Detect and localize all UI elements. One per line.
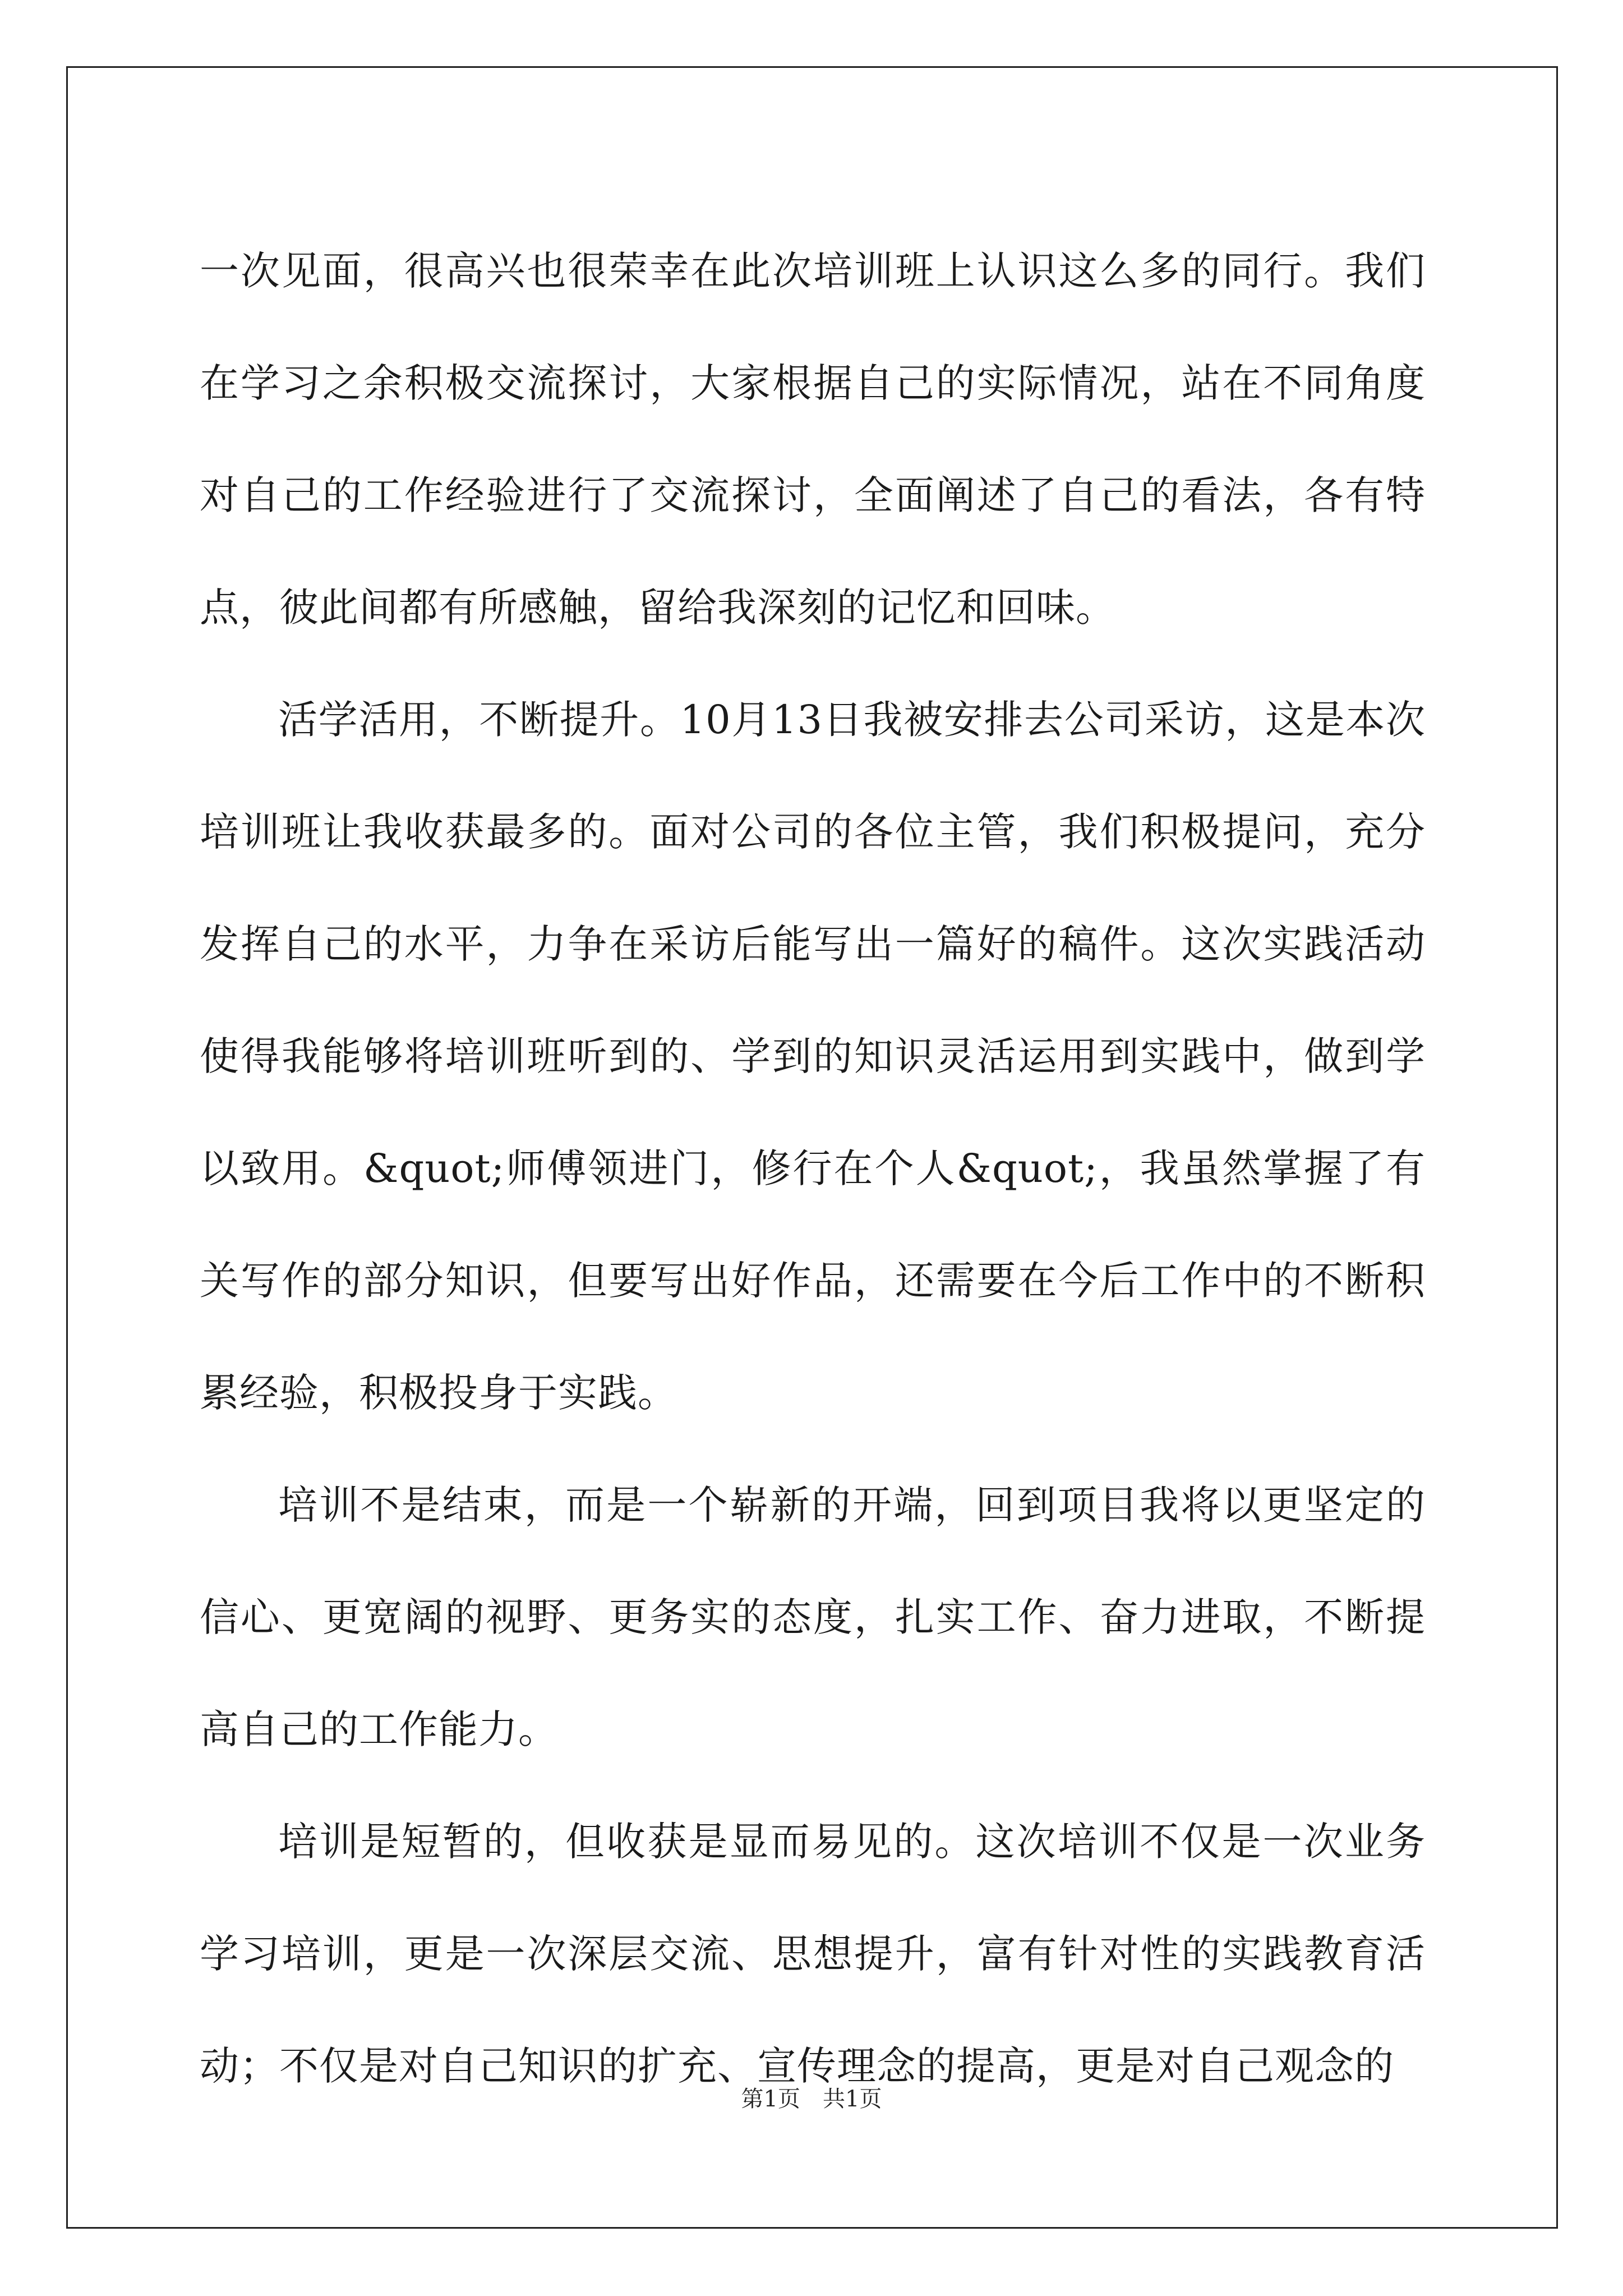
document-body xyxy=(200,215,1426,2122)
paragraph-2: 活学活用，不断提升。10月13日我被安排去公司采访，这是本次培训班让我收获最多的。面对公司的各位主管，我们积极提问，充分发挥自己的水平，力争在采访后能写出一篇好的稿件。这次实践活动使得我能够将培训班听到的、学到的知识灵活运用到实践中，做到学以致用。&quot;师傅领进门，修行在个人&quot;，我虽然掌握了有关写作的部分知识，但要写出好作品，还需要在今后工作中的不断积累经验，积极投身于实践。 xyxy=(200,697,1426,1416)
paragraph-1: 一次见面，很高兴也很荣幸在此次培训班上认识这么多的同行。我们在学习之余积极交流探讨，大家根据自己的实际情况，站在不同角度对自己的工作经验进行了交流探讨，全面阐述了自己的看法，各有特点，彼此间都有所感触，留给我深刻的记忆和回味。 xyxy=(200,248,1426,631)
page-number-footer: 第1页 共1页 xyxy=(741,2086,882,2112)
paragraph-4: 培训是短暂的，但收获是显而易见的。这次培训不仅是一次业务学习培训，更是一次深层交流、思想提升，富有针对性的实践教育活动；不仅是对自己知识的扩充、宣传理念的提高，更是对自己观念的 xyxy=(200,1819,1426,2089)
paragraph-3: 培训不是结束，而是一个崭新的开端，回到项目我将以更坚定的信心、更宽阔的视野、更务实的态度，扎实工作、奋力进取，不断提高自己的工作能力。 xyxy=(200,1482,1426,1752)
